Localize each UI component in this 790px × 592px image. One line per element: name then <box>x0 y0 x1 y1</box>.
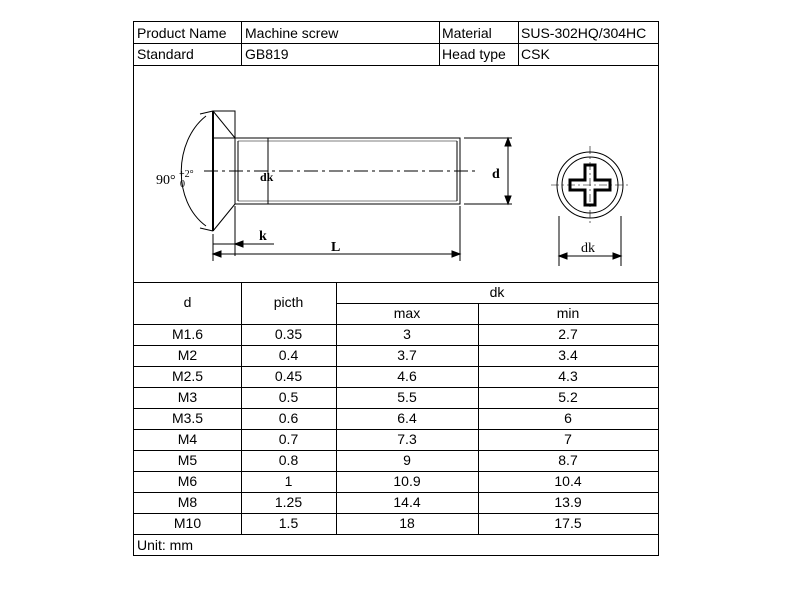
table-cell-min: 13.9 <box>554 494 582 510</box>
col-header-pitch: picth <box>273 294 304 310</box>
table-cell-pitch: 0.45 <box>274 368 303 384</box>
head-type-value: CSK <box>521 46 550 62</box>
table-cell-min: 6 <box>564 410 572 426</box>
col-header-dk: dk <box>489 284 505 300</box>
standard-label: Standard <box>137 46 194 62</box>
product-name-value: Machine screw <box>245 25 339 41</box>
table-cell-max: 18 <box>399 515 415 531</box>
table-cell-d: M6 <box>177 473 198 489</box>
d-dimension-label: d <box>492 167 500 182</box>
table-cell-d: M2 <box>177 347 198 363</box>
table-cell-d: M3 <box>177 389 198 405</box>
table-cell-max: 10.9 <box>393 473 421 489</box>
divider <box>439 22 440 65</box>
divider <box>241 22 242 65</box>
table-cell-max: 9 <box>403 452 411 468</box>
table-cell-d: M1.6 <box>171 326 204 342</box>
head-type-label: Head type <box>442 46 506 62</box>
table-cell-d: M3.5 <box>171 410 204 426</box>
table-cell-min: 8.7 <box>558 452 578 468</box>
screw-drawing <box>134 66 658 282</box>
table-cell-max: 3.7 <box>397 347 417 363</box>
unit-note: Unit: mm <box>137 537 193 553</box>
table-cell-max: 6.4 <box>397 410 417 426</box>
table-cell-max: 5.5 <box>397 389 417 405</box>
divider <box>134 43 658 44</box>
table-cell-pitch: 1.25 <box>274 494 303 510</box>
table-cell-d: M5 <box>177 452 198 468</box>
end-dk-label: dk <box>581 241 595 256</box>
table-cell-pitch: 0.4 <box>278 347 299 363</box>
k-dimension-label: k <box>259 229 267 244</box>
table-cell-d: M8 <box>177 494 198 510</box>
table-cell-pitch: 0.8 <box>278 452 299 468</box>
table-cell-pitch: 0.5 <box>278 389 299 405</box>
divider <box>134 534 658 535</box>
table-cell-max: 14.4 <box>393 494 421 510</box>
table-cell-d: M10 <box>173 515 202 531</box>
table-cell-pitch: 0.6 <box>278 410 299 426</box>
divider <box>518 22 519 65</box>
table-cell-min: 4.3 <box>558 368 578 384</box>
col-header-max: max <box>393 305 421 321</box>
angle-tol-lower: 0 <box>180 179 185 190</box>
table-cell-max: 3 <box>403 326 411 342</box>
table-cell-pitch: 0.7 <box>278 431 299 447</box>
table-cell-d: M4 <box>177 431 198 447</box>
spec-sheet <box>133 21 659 556</box>
angle-tol-upper: +2° <box>179 169 194 180</box>
table-cell-pitch: 0.35 <box>274 326 303 342</box>
product-name-label: Product Name <box>137 25 227 41</box>
angle-label: 90° <box>156 173 176 188</box>
table-cell-min: 5.2 <box>558 389 578 405</box>
col-header-min: min <box>556 305 580 321</box>
table-cell-min: 10.4 <box>554 473 582 489</box>
material-label: Material <box>442 25 492 41</box>
table-cell-min: 2.7 <box>558 326 578 342</box>
table-cell-pitch: 1 <box>284 473 293 489</box>
table-cell-pitch: 1.5 <box>278 515 299 531</box>
table-cell-min: 3.4 <box>558 347 578 363</box>
L-dimension-label: L <box>331 240 341 255</box>
table-cell-max: 7.3 <box>397 431 417 447</box>
standard-value: GB819 <box>245 46 289 62</box>
table-cell-max: 4.6 <box>397 368 417 384</box>
table-cell-d: M2.5 <box>171 368 204 384</box>
dk-dimension-label: dk <box>260 170 274 184</box>
table-cell-min: 7 <box>564 431 572 447</box>
col-header-d: d <box>183 294 192 310</box>
table-cell-min: 17.5 <box>554 515 582 531</box>
material-value: SUS-302HQ/304HC <box>521 25 647 41</box>
